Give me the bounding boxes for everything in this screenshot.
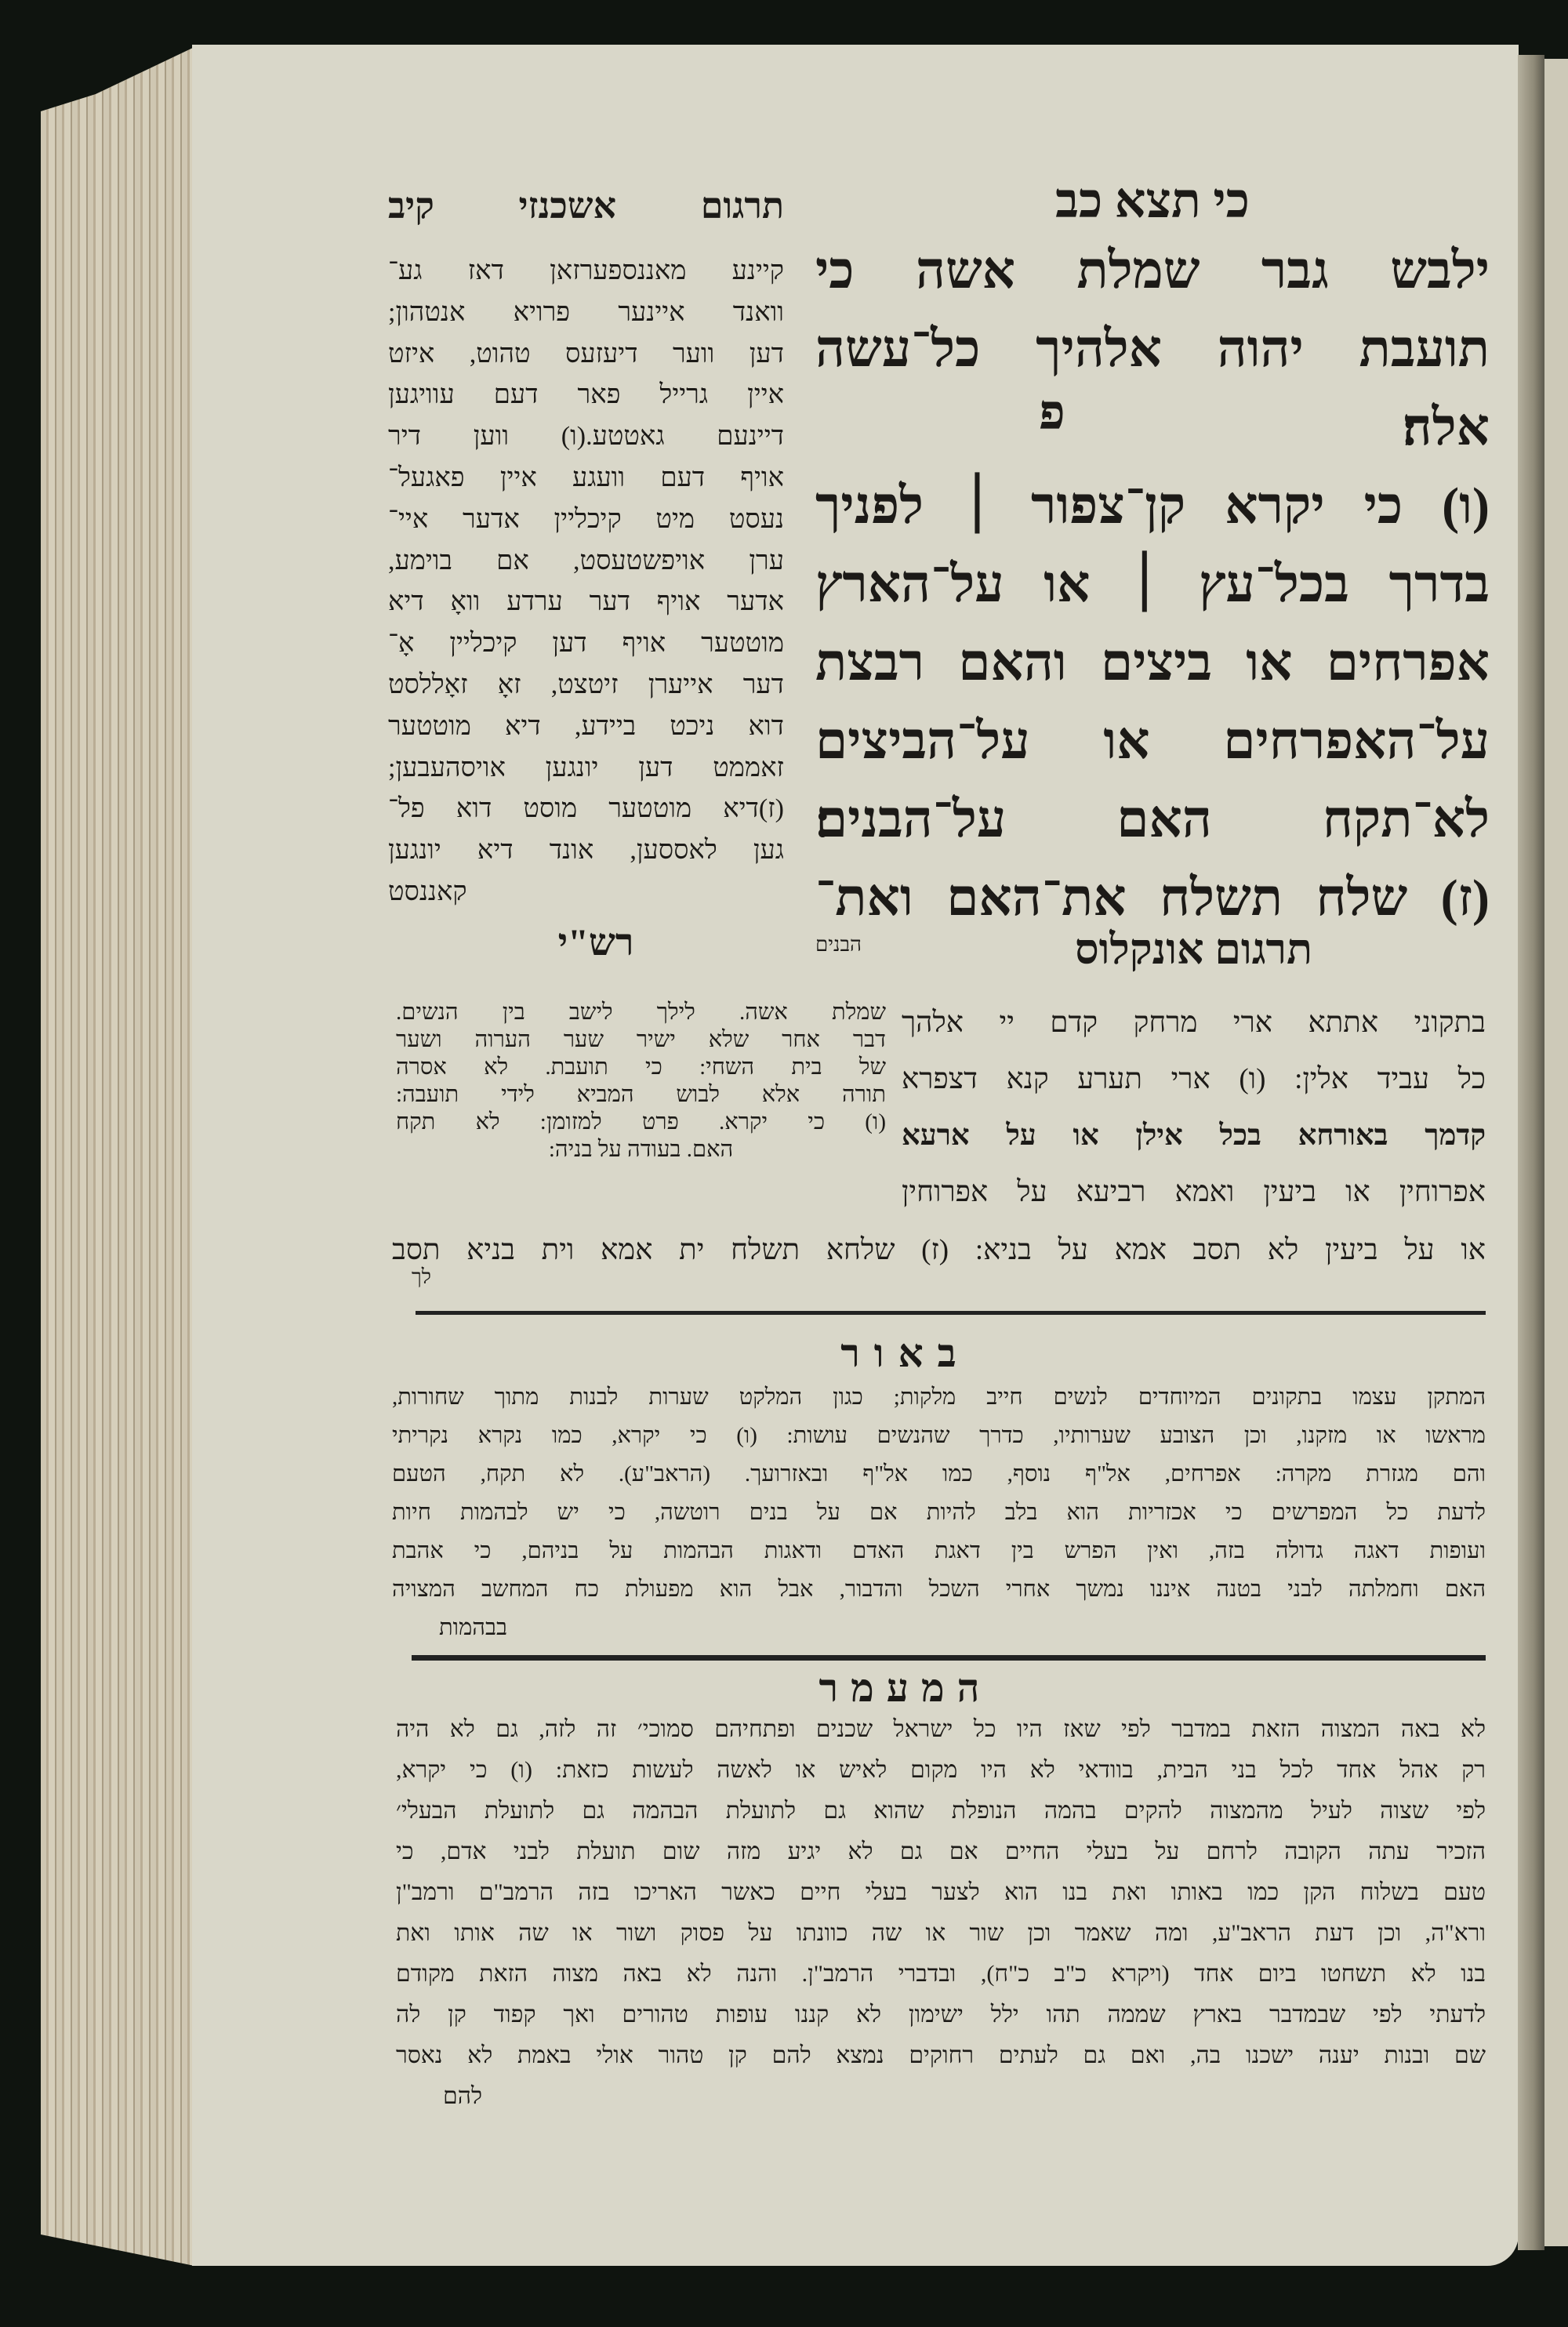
commentary-line: האם. בעודה על בניה:	[548, 1137, 734, 1162]
commentary-line: הזכיר עתה הקובה לרחם על בעלי החיים אם גם לא יגיע מזה שום תועלת לבני אדם, כי	[396, 1839, 1486, 1864]
commentary-line: טעם בשלוח הקן כמו באותו ואת בנו הוא לצער בעלי חיים כאשר האריכו בזה הרמב"ם ורמב"ן	[396, 1879, 1486, 1905]
commentary-line: שמלת אשה. לילך לישב בין הנשים.	[396, 1000, 886, 1025]
commentary-line: המתקן עצמו בתקונים המיוחדים לנשים חייב מלקות; כגון המלקט שערות לבנות מתוך שחורות,	[392, 1385, 1486, 1410]
commentary-line: לא באה המצוה הזאת במדבר לפי שאז היו כל ישראל שכנים ופתחיהם סמוכי׳ זה לזה, גם לא היה	[396, 1716, 1486, 1742]
yiddish-translation	[388, 251, 784, 913]
biur-heading: באור	[840, 1331, 971, 1375]
hameamer-heading: המעמר	[818, 1666, 993, 1710]
commentary-line: לדעת כל המפרשים כי אכזריות הוא בלב להיות אם על בנים רוטשה, כי יש לבהמות חיות	[392, 1500, 1486, 1525]
targum-line: בתקוני אתתא ארי מרחק קדם יי אלהך	[902, 1007, 1486, 1039]
translation-line: זאממט דען יונגען אויסהעבען;	[388, 753, 784, 782]
translation-line: נעסט מיט קיכליין אדער איי־	[388, 504, 784, 534]
verse-line: תועבת יהוה אלהיך כל־עשה	[815, 321, 1490, 378]
translation-line: ערן אויפשטעסט, אם בוימע,	[388, 546, 784, 575]
verse-line: בדרך בכל־עץ ׀ או על־הארץ	[815, 556, 1490, 613]
commentary-line: האם וחמלתה לבני בטנה איננו נמשך אחרי השכל והדבור, אבל הוא מפעולת כח המחשב המצויה	[392, 1577, 1486, 1602]
onkelos-targum-fullwidth	[392, 1222, 1486, 1279]
targum-line: קדמך באורחא בכל אילן או על ארעא	[902, 1120, 1486, 1152]
section-divider	[412, 1655, 1486, 1661]
translation-line: דוא ניכט ביידע, דיא מוטטער	[388, 711, 784, 741]
commentary-line: להם	[443, 2083, 483, 2109]
book-fore-edge	[41, 47, 194, 2266]
translation-line: איין גרייל פאר דעם עוויגען	[388, 380, 784, 410]
onkelos-targum	[902, 995, 1486, 1221]
section-divider	[416, 1311, 1486, 1315]
running-head-translation: תרגום אשכנזי קיב	[388, 186, 784, 226]
commentary-line: בנו לא תשחטו ביום אחד (ויקרא כ"ב כ"ח), ובדברי הרמב"ן. והנה לא באה מצוה הזאת מקודם	[396, 1961, 1486, 1987]
commentary-line: של בית השחי: כי תועבת. לא אסרה	[396, 1055, 886, 1080]
commentary-line: רק אהל אחד לכל בני הבית, בוודאי לא היו מקום לאיש או לאשה לעשות כזאת: (ו) כי יקרא,	[396, 1757, 1486, 1783]
translation-line: (ז)דיא מוטטער מוסט דוא פל־	[388, 794, 784, 824]
translation-line: דער אייערן זיטצט, זאָ זאָללסט	[388, 670, 784, 699]
catchword: לך	[412, 1265, 431, 1288]
targum-line: אפרוחין או ביעין ואמא רביעא על אפרוחין	[902, 1176, 1486, 1208]
rashi-commentary	[396, 999, 886, 1164]
commentary-line: ועופות דאגה גדולה בזה, ואין הפרש בין דאגת האדם ודאגות הבהמות על בניהם, כי אהבת	[392, 1538, 1486, 1563]
verse-line: אפרחים או ביצים והאם רבצת	[815, 634, 1490, 692]
commentary-line: לדעתי לפי שבמדבר בארץ שממה תהו ילל ישימון לא קננו עופות טהורים ואך קפוד קן לה	[396, 2002, 1486, 2028]
translation-line: גען לאססען, אונד דיא יונגען	[388, 836, 784, 866]
commentary-line: בבהמות	[439, 1615, 507, 1640]
hameamer-commentary	[396, 1709, 1486, 2117]
verse-line: על־האפרחים או על־הביצים	[815, 713, 1490, 770]
verse-line: ילבש גבר שמלת אשה כי	[815, 242, 1490, 299]
translation-line: מוטטער אויף דען קיכליין אָ־	[388, 629, 784, 659]
translation-line: אדער אויף דער ערדע וואָ דיא	[388, 587, 784, 617]
biur-commentary	[392, 1378, 1486, 1647]
commentary-line: והם מגזרת מקרה: אפרחים, אל"ף נוסף, כמו אל"ף ובאזרועך. (הראב"ע). לא תקח, הטעם	[392, 1461, 1486, 1487]
targum-line: כל עביד אלין: (ו) ארי תערע קנא דצפרא	[902, 1063, 1486, 1095]
verse-line: (ו) כי יקרא קן־צפור ׀ לפניך	[815, 477, 1490, 535]
verse-line: אלה׃	[1402, 399, 1490, 456]
translation-line: קאננסט	[388, 877, 467, 906]
translation-line: קיינע מאננספערזאן דאז גע־	[388, 256, 784, 285]
torah-text	[815, 232, 1490, 938]
verse-line: (ז) שלח תשלח את־האם ואת־	[815, 869, 1490, 927]
translation-line: אויף דעם וועגע איין פאגעל־	[388, 463, 784, 492]
commentary-line: תורה אלא לבוש המביא לידי תועבה:	[396, 1082, 886, 1107]
onkelos-heading: תרגום אונקלוס	[1074, 926, 1313, 973]
commentary-line: ורא"ה, וכן דעת הראב"ע, ומה שאמר וכן שור או שה כוונתו על פסוק ושור או שה אותו ואת	[396, 1920, 1486, 1946]
commentary-line: דבר אחר שלא ישיר שער הערוה ושער	[396, 1027, 886, 1052]
commentary-line: מראשו או מזקנו, וכן הצובע שערותיו, כדרך שהנשים עושות: (ו) כי יקרא, כמו נקרא נקריתי	[392, 1423, 1486, 1448]
running-head-parasha: כי תצא כב	[1055, 175, 1250, 228]
translation-line: דען ווער דיעזעס טהוט, איזט	[388, 339, 784, 368]
targum-line: או על ביעין לא תסב אמא על בניא: (ז) שלחא תשלח ית אמא וית בניא תסב	[392, 1234, 1486, 1266]
petucha-marker: פ	[1039, 387, 1065, 440]
commentary-line: (ו) כי יקרא. פרט למזומן: לא תקח	[396, 1109, 886, 1134]
page-gutter	[1518, 55, 1544, 2250]
facing-page-edge	[1544, 59, 1568, 2246]
catchword: הבנים	[815, 933, 862, 956]
rashi-heading: רש"י	[557, 922, 634, 964]
translation-line: וואנד איינער פרויא אנטהון;	[388, 297, 784, 327]
verse-line: לא־תקח האם על־הבנים׃	[815, 791, 1490, 848]
translation-line: דיינעם גאטטע.(ו) ווען דיר	[388, 422, 784, 452]
commentary-line: לפי שצוה לעיל מהמצוה להקים בהמה הנופלת שהוא גם לתועלת הבהמה גם לתועלת הבעלי׳	[396, 1798, 1486, 1824]
commentary-line: שם ובנות יענה ישכנו בה, ואם גם לעתים רחוקים נמצא להם קן טהור אולי באמת לא נאסר	[396, 2042, 1486, 2068]
